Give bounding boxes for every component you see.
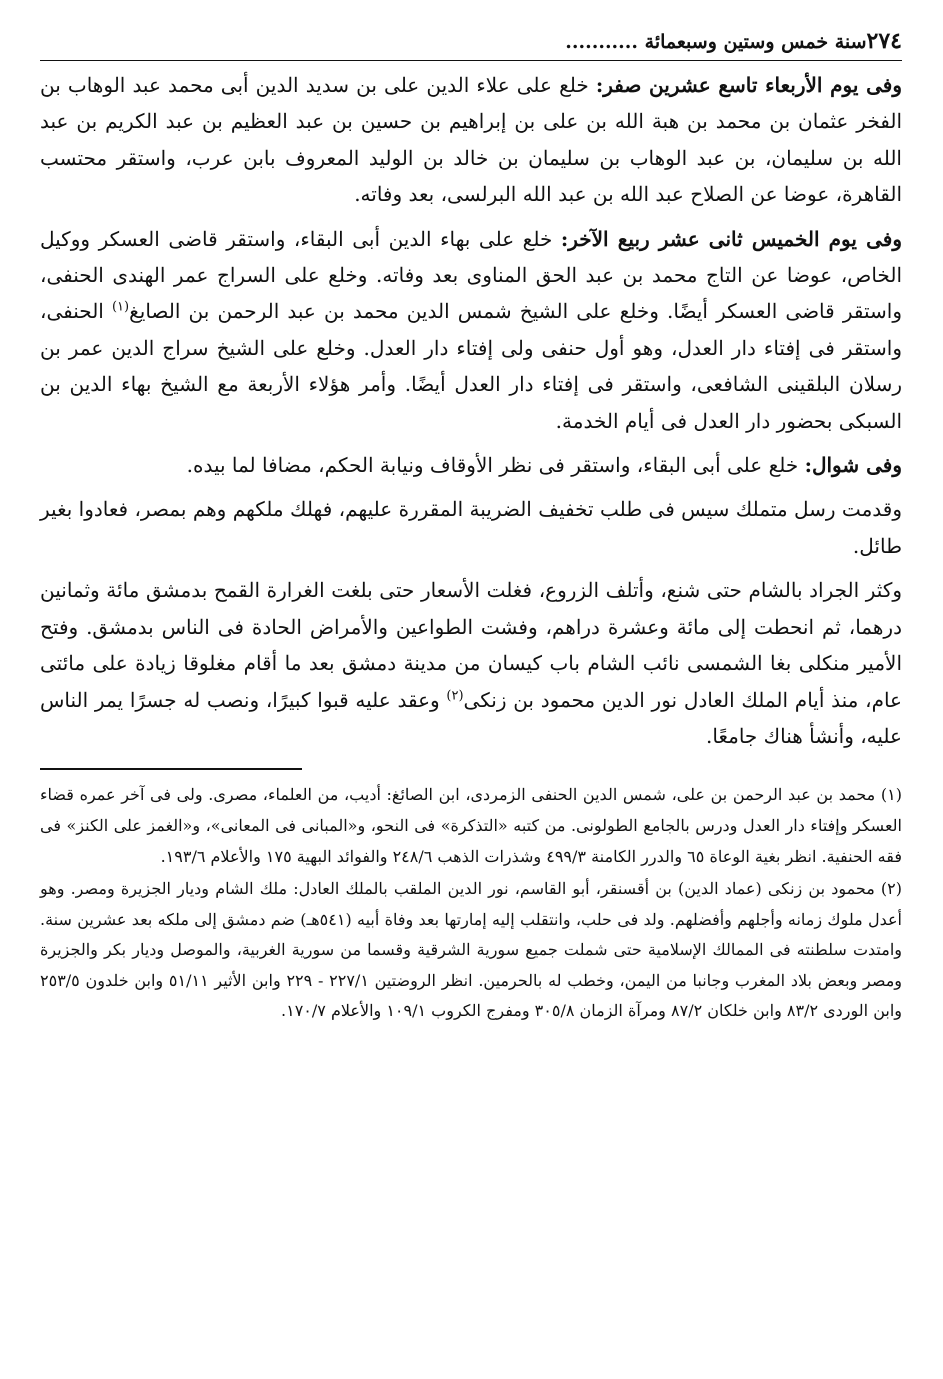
paragraph-lead: وفى يوم الأربعاء تاسع عشرين صفر: [595, 73, 903, 97]
paragraph-rabi-al-akhir [40, 221, 902, 439]
footnote-2: (٢) محمود بن زنكى (عماد الدين) بن أقسنقر، أبو القاسم، نور الدين الملقب بالملك العادل: ملك الشام وديار الجزيرة ومصر. وهو أعدل ملوك زمانه وأجلهم وأفضلهم. ولد فى حلب، وانتقلب إليه إمارتها بعد وفاة أبيه (٥٤١هـ) ضم دمشق إلى ملكه بعد عشرين سنة. وامتدت سلطنته فى الممالك الإسلامية حتى شملت جميع سورية الشرقية وقسما من سورية الغربية، والموصل وديار بكر والجزيرة ومصر وبعض بلاد المغرب وجانبا من اليمن، وخطب له بالحرمين. انظر الروضتين ٢٢٧/١ - ٢٢٩ وابن الأثير ٥١/١١ وابن خلدون ٢٥٣/٥ وابن الوردى ٨٣/٢ وابن خلكان ٨٧/٢ ومرآة الزمان ٣٠٥/٨ ومفرج الكروب ١٠٩/١ والأعلام ١٧٠/٧. [40, 879, 903, 1021]
paragraph-body: خلع على بهاء الدين أبى البقاء، واستقر قاضى العسكر ووكيل الخاص، عوضا عن التاج محمد بن عبد الحق المناوى بعد وفاته. وخلع على السراج عمر الهندى الحنفى، واستقر قاضى العسكر أيضًا. وخلع على الشيخ شمس الدين محمد بن عبد الرحمن بن الصايغ [40, 226, 902, 324]
paragraph-body-continued: وعقد عليه قبوا كبيرًا، ونصب له جسرًا يمر الناس عليه، وأنشأ هناك جامعًا. [40, 687, 902, 748]
paragraph-body: وكثر الجراد بالشام حتى شنع، وأتلف الزروع، فغلت الأسعار حتى بلغت الغرارة القمح بدمشق مائة وثمانين درهما، ثم انحطت إلى مائة وعشرة دراهم، وفشت الطواعين والأمراض الحادة فى الناس بدمشق. وفتح الأمير منكلى بغا الشمسى نائب الشام باب كيسان من مدينة دمشق بعد ما أقام مغلوقا زيادة على مائتى عام، منذ أيام الملك العادل نور الدين محمود بن زنكى [40, 578, 903, 712]
footnote-1: (١) محمد بن عبد الرحمن بن على، شمس الدين الحنفى الزمردى، ابن الصائغ: أديب، من العلماء، مصرى. ولى فى آخر عمره قضاء العسكر وإفتاء دار العدل ودرس بالجامع الطولونى. من كتبه «التذكرة» فى النحو، و«المبانى فى المعانى»، و«الغمز على الكنز» فى فقه الحنفية. انظر بغية الوعاة ٦٥ والدرر الكامنة ٤٩٩/٣ وشذرات الذهب ٢٤٨/٦ والفوائد البهية ١٧٥ والأعلام ١٩٣/٦. [40, 785, 902, 866]
running-title: سنة خمس وستين وسبعمائة ........... [565, 31, 867, 53]
paragraph-safar [40, 67, 902, 213]
paragraph-lead: وفى شوال: [804, 453, 902, 478]
main-text [40, 67, 902, 754]
paragraph-body: خلع على أبى البقاء، واستقر فى نظر الأوقاف ونيابة الحكم، مضافا لما بيده. [186, 453, 805, 478]
footnote-marker-2: (٢) [446, 687, 464, 703]
footnote-marker-1: (١) [111, 299, 130, 315]
running-header [40, 28, 902, 61]
paragraph-locusts [40, 572, 902, 754]
paragraph-shawwal [40, 447, 902, 483]
paragraph-lead: وفى يوم الخميس ثانى عشر ربيع الآخر: [560, 226, 902, 251]
book-page [40, 28, 902, 1029]
paragraph-body: خلع على علاء الدين على بن سديد الدين أبى محمد عبد الوهاب بن الفخر عثمان بن محمد بن هبة الله بن على بن إبراهيم بن حسين بن عبد العظيم بن عبد الكريم بن عبد الله بن سليمان، بن عبد الوهاب بن سليمان بن خالد بن الوليد المعروف بابن عرب، واستقر محتسب القاهرة، عوضا عن الصلاح عبد الله بن عبد الله البرلسى، بعد وفاته. [40, 73, 902, 207]
footnotes [40, 780, 902, 1027]
paragraph-body-continued: الحنفى، واستقر فى إفتاء دار العدل، وهو أول حنفى ولى إفتاء دار العدل. وخلع على الشيخ سراج الدين عمر بن رسلان البلقينى الشافعى، واستقر فى إفتاء دار العدل أيضًا. وأمر هؤلاء الأربعة مع الشيخ بهاء الدين بن السبكى بحضور دار العدل فى أيام الخدمة. [40, 299, 902, 433]
page-number: ٢٧٤ [866, 28, 902, 54]
paragraph-body: وقدمت رسل متملك سيس فى طلب تخفيف الضريبة المقررة عليهم، فهلك ملكهم وهم بمصر، فعادوا بغير طائل. [40, 497, 902, 558]
paragraph-sis-envoys [40, 491, 902, 564]
footnote-divider [40, 768, 302, 770]
